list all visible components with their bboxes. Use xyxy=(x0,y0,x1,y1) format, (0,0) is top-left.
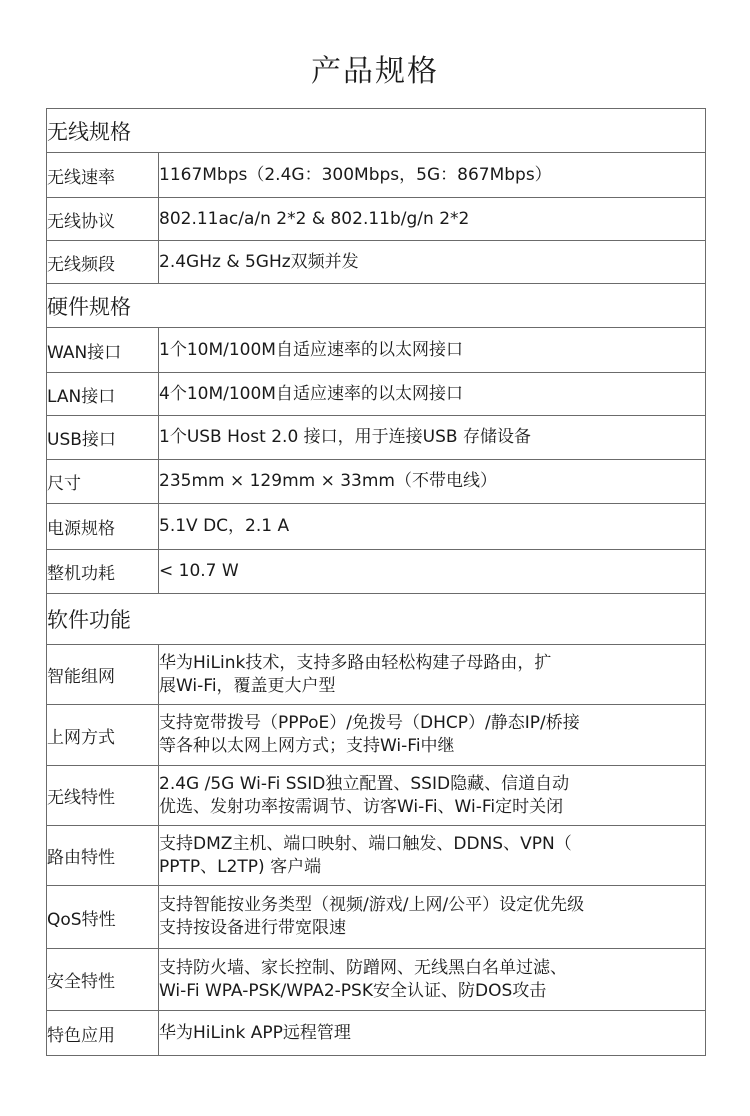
page-title: 产品规格 xyxy=(311,54,439,89)
value-line: 等各种以太网上网方式；支持Wi-Fi中继 xyxy=(159,736,455,756)
row-label: LAN接口 xyxy=(47,373,159,416)
row-value: 802.11ac/a/n 2*2 & 802.11b/g/n 2*2 xyxy=(159,198,706,241)
section-title: 硬件规格 xyxy=(47,284,706,328)
row-label: 特色应用 xyxy=(47,1011,159,1056)
value-line: 支持宽带拨号（PPPoE）/免拨号（DHCP）/静态IP/桥接 xyxy=(159,713,580,733)
row-label: 整机功耗 xyxy=(47,550,159,594)
table-row xyxy=(47,198,706,241)
value-line: Wi-Fi WPA-PSK/WPA2-PSK安全认证、防DOS攻击 xyxy=(159,980,547,1001)
row-value: 1167Mbps（2.4G：300Mbps，5G：867Mbps） xyxy=(159,153,706,198)
row-value: 1个10M/100M自适应速率的以太网接口 xyxy=(159,328,706,373)
section-header-hardware xyxy=(47,284,706,328)
row-value: 华为HiLink APP远程管理 xyxy=(159,1011,706,1056)
section-header-software xyxy=(47,594,706,645)
row-value xyxy=(159,886,706,949)
table-row xyxy=(47,550,706,594)
row-label: 无线协议 xyxy=(47,198,159,241)
row-label: USB接口 xyxy=(47,416,159,460)
row-value: 235mm × 129mm × 33mm（不带电线） xyxy=(159,460,706,504)
row-label: 智能组网 xyxy=(47,645,159,705)
table-row xyxy=(47,241,706,284)
row-label: 无线特性 xyxy=(47,766,159,826)
row-value: 2.4GHz & 5GHz双频并发 xyxy=(159,241,706,284)
row-value xyxy=(159,826,706,886)
row-label: 尺寸 xyxy=(47,460,159,504)
table-row xyxy=(47,460,706,504)
row-label: 无线频段 xyxy=(47,241,159,284)
table-row xyxy=(47,504,706,550)
table-row xyxy=(47,886,706,949)
row-label: 无线速率 xyxy=(47,153,159,198)
table-row xyxy=(47,153,706,198)
row-value: < 10.7 W xyxy=(159,550,706,594)
spec-table xyxy=(46,108,706,1056)
table-row xyxy=(47,705,706,766)
row-label: 路由特性 xyxy=(47,826,159,886)
row-label: 上网方式 xyxy=(47,705,159,766)
value-line: 支持智能按业务类型（视频/游戏/上网/公平）设定优先级 xyxy=(159,895,585,915)
value-line: 优选、发射功率按需调节、访客Wi-Fi、Wi-Fi定时关闭 xyxy=(159,796,564,817)
row-value: 4个10M/100M自适应速率的以太网接口 xyxy=(159,373,706,416)
table-row xyxy=(47,373,706,416)
value-line: 支持DMZ主机、端口映射、端口触发、DDNS、VPN（ xyxy=(159,833,572,854)
row-value xyxy=(159,705,706,766)
section-title: 无线规格 xyxy=(47,109,706,153)
value-line: 华为HiLink技术，支持多路由轻松构建子母路由，扩 xyxy=(159,652,552,673)
row-label: WAN接口 xyxy=(47,328,159,373)
table-row xyxy=(47,645,706,705)
value-line: 支持防火墙、家长控制、防蹭网、无线黑白名单过滤、 xyxy=(159,957,567,978)
table-row xyxy=(47,766,706,826)
section-title: 软件功能 xyxy=(47,594,706,645)
row-value xyxy=(159,766,706,826)
value-line: PPTP、L2TP) 客户端 xyxy=(159,856,322,877)
section-header-wireless xyxy=(47,109,706,153)
table-row xyxy=(47,328,706,373)
value-line: 展Wi-Fi，覆盖更大户型 xyxy=(159,675,336,696)
table-row xyxy=(47,1011,706,1056)
row-label: 电源规格 xyxy=(47,504,159,550)
value-line: 支持按设备进行带宽限速 xyxy=(159,918,346,938)
row-value: 5.1V DC，2.1 A xyxy=(159,504,706,550)
table-row xyxy=(47,949,706,1011)
row-value xyxy=(159,645,706,705)
row-label: QoS特性 xyxy=(47,886,159,949)
value-line: 2.4G /5G Wi-Fi SSID独立配置、SSID隐藏、信道自动 xyxy=(159,773,570,794)
row-value: 1个USB Host 2.0 接口，用于连接USB 存储设备 xyxy=(159,416,706,460)
table-row xyxy=(47,416,706,460)
row-value xyxy=(159,949,706,1011)
row-label: 安全特性 xyxy=(47,949,159,1011)
table-row xyxy=(47,826,706,886)
